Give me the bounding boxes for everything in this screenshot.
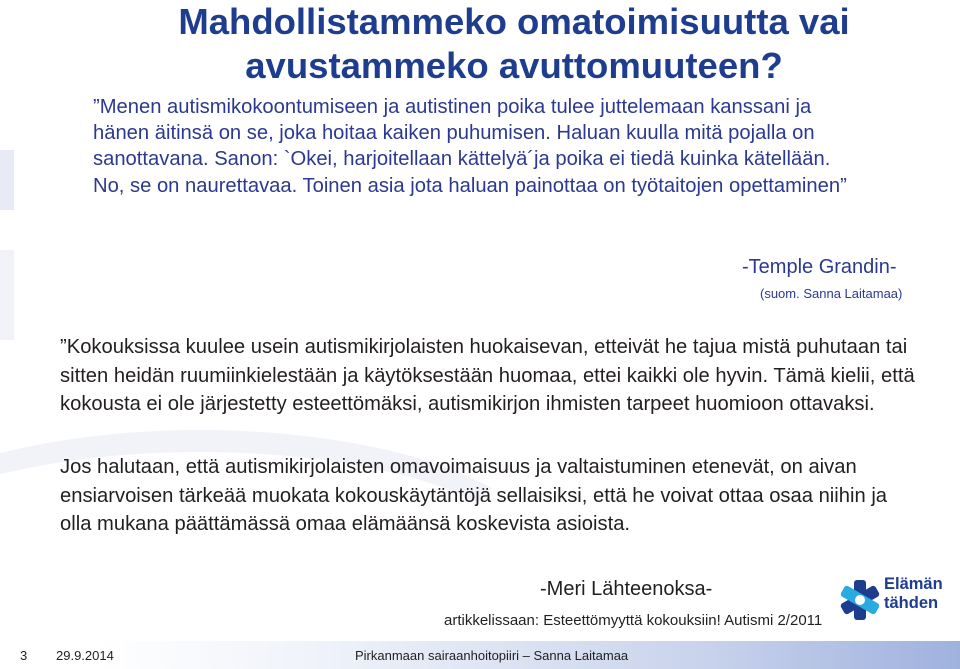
logo-text-line-1: Elämän: [884, 575, 943, 593]
quote-temple-grandin: ”Menen autismikokoontumiseen ja autistinen poika tulee juttelemaan kanssani ja hänen äitinsä on se, joka hoitaa kaiken puhumisen. Haluan kuulla mitä pojalla on sanottavana. Sanon: `Okei, harjoitellaan kättelyä´ja poika ei tiedä kuinka kätellään. No, se on naurettavaa. Toinen asia jota haluan painottaa on työtaitojen opettaminen”: [93, 96, 847, 197]
logo-text-line-2: tähden: [884, 594, 939, 612]
translation-credit: (suom. Sanna Laitamaa): [760, 286, 903, 301]
quote-meri-paragraph-2: Jos halutaan, että autismikirjolaisten omavoimaisuus ja valtaistuminen etenevät, on aivan ensiarvoisen tärkeää muokata kokouskäytäntöjä sellaisiksi, että he voivat ottaa osaa niihin ja olla mukana päättämässä omaa elämäänsä koskevista asioista.: [60, 456, 888, 536]
slide-title: Mahdollistammeko omatoimisuutta vai avustammeko avuttomuuteen?: [178, 1, 850, 86]
quote-author-meri-lahteenoksa: -Meri Lähteenoksa-: [540, 578, 713, 600]
background-decoration-left-2: [0, 250, 14, 340]
article-credit: artikkelissaan: Esteettömyyttä kokouksiin! Autismi 2/2011: [444, 612, 823, 629]
background-decoration-left: [0, 150, 14, 210]
footer-date: 29.9.2014: [56, 648, 114, 663]
logo-wordmark: [884, 575, 943, 613]
quote-author-temple-grandin: -Temple Grandin-: [742, 256, 897, 278]
footer-organization: Pirkanmaan sairaanhoitopiiri – Sanna Laitamaa: [355, 648, 629, 663]
page-number: 3: [20, 648, 28, 663]
quote-meri-paragraph-1: ”Kokouksissa kuulee usein autismikirjolaisten huokaisevan, etteivät he tajua mistä puhutaan tai sitten heidän ruumiinkielestään ja käytöksestään huomaa, ettei kaikki ole hyvin. Tämä kielii, että kokousta ei ole järjestetty esteettömäksi, autismikirjon ihmisten tarpeet huomioon ottavaksi.: [60, 336, 915, 416]
